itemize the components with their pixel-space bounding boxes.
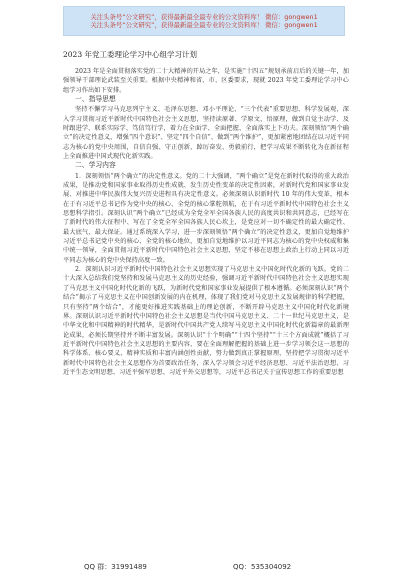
section-paragraph: 坚持不懈学习马克思列宁主义、毛泽东思想、邓小平理论、“三个代表”重要思想、科学发展观，深入学习贯彻习近平新时代中国特色社会主义思想，坚持读原著、学原文、悟原理，做到自觉主动学、及时跟进学、联系实际学、笃信笃行学，着力在全面学、全面把握、全面落实上下功夫。深刻领悟“两个确立”的决定性意义，增强“四个意识”、坚定“四个自信”、做到“两个维护”，更加紧密地团结在以习近平同志为核心的党中央周围，自信自强、守正创新，踔厉奋发、勇毅前行，把学习成果不断转化为在新征程上全面推进中国式现代化新实践。 xyxy=(63,106,349,161)
footer xyxy=(0,562,408,574)
promo-banner-line: 关注头条号“公文研究”，获得最新最全最专业的公文资料库！ 微信：gongwen1 xyxy=(90,21,318,29)
promo-banner xyxy=(63,6,345,36)
qq-group-label: QQ 群：31991489 xyxy=(84,563,147,571)
qq-number-label: QQ：535304092 xyxy=(233,563,292,571)
list-item-paragraph: 2．深刻认识习近平新时代中国特色社会主义思想实现了马克思主义中国化时代化新的飞跃。党的二十大深入总结我们党坚持和发展马克思主义的历史经验，强调习近平新时代中国特色社会主义思想实现了马克思主义中国化时代化新的飞跃，为新时代党和国家事业发展提供了根本遵循。必须深刻认识“两个结合”揭示了马克思主义在中国创新发展的内在机理，体现了我们党对马克思主义发展规律的科学把握，只有坚持“两个结合”，才能更好推进实践基础上的理论创新，不断开辟马克思主义中国化时代化新境界。深刻认识习近平新时代中国特色社会主义思想是当代中国马克思主义、二十一世纪马克思主义，是中华文化和中国精神的时代精华，是新时代中国共产党人续写马克思主义中国化时代化新篇章的最新理论成果，必须长期坚持并不断丰富发展。深刻认识“十个明确”“十四个坚持”“十三个方面成就”概括了习近平新时代中国特色社会主义思想的主要内容，要在全面理解把握的基础上进一步学习领会这一思想的科学体系、核心要义、精神实质和丰富内涵创性贡献，努力做到真正掌握原理，坚持把学习贯彻习近平新时代中国特色社会主义思想作为首要政治任务，深入学习领会习近平经济思想、习近平法治思想、习近平生态文明思想、习近平强军思想、习近平外交思想等，习近平总书记关于宣传思想工作的重要思想 xyxy=(63,266,349,376)
document-title: 2023 年党工委理论学习中心组学习计划 xyxy=(63,50,197,59)
promo-banner-line: 关注头条号“公文研究”，获得最新最全最专业的公文资料库！ 微信：gongwen1 xyxy=(90,12,318,21)
document-page xyxy=(63,50,349,377)
list-item-paragraph: 1．深刻领悟“两个确立”的决定性意义。党的二十大强调，“两个确立”是党在新时代取得的重大政治成果，是推动党和国家事业取得历史性成就、发生历史性变革的决定性因素，对新时代党和国家事业发展、对推进中华民族伟大复兴历史进程具有决定性意义。必须深刻认识新时代 10 年的伟大变革，根本在于有习近平总书记作为党中央的核心、全党的核心掌舵领航，在于有习近平新时代中国特色社会主义思想科学指引。深刻认识“两个确立”已经成为全党全军全国各族人民的高度共识和共同意志，已经写在了新时代的伟大征程中、写在了全党全军全国各族人民心坎上，是党应对一切不确定性的最大确定性、最大底气、最大保证。通过系统深入学习，进一步深刻领悟“两个确立”的决定性意义，更加自觉地维护习近平总书记党中央的核心、全党的核心地位，更加自觉地维护以习近平同志为核心的党中央权威和集中统一领导，全面贯彻习近平新时代中国特色社会主义思想，坚定不移在思想上政治上行动上同以习近平同志为核心的党中央保持高度一致。 xyxy=(63,172,349,264)
section-heading: 一、指导思想 xyxy=(75,95,116,104)
section-heading: 二、学习内容 xyxy=(75,161,116,170)
intro-paragraph: 2023 年是全面贯彻落实党的二十大精神的开局之年，是实施“十四五”规划承前启后的关键一年，加强领导干部理论武装至关重要。根据中央精神和省、市、区委要求，现就 2023 年党工委理论学习中心组学习作出如下安排。 xyxy=(63,68,349,94)
